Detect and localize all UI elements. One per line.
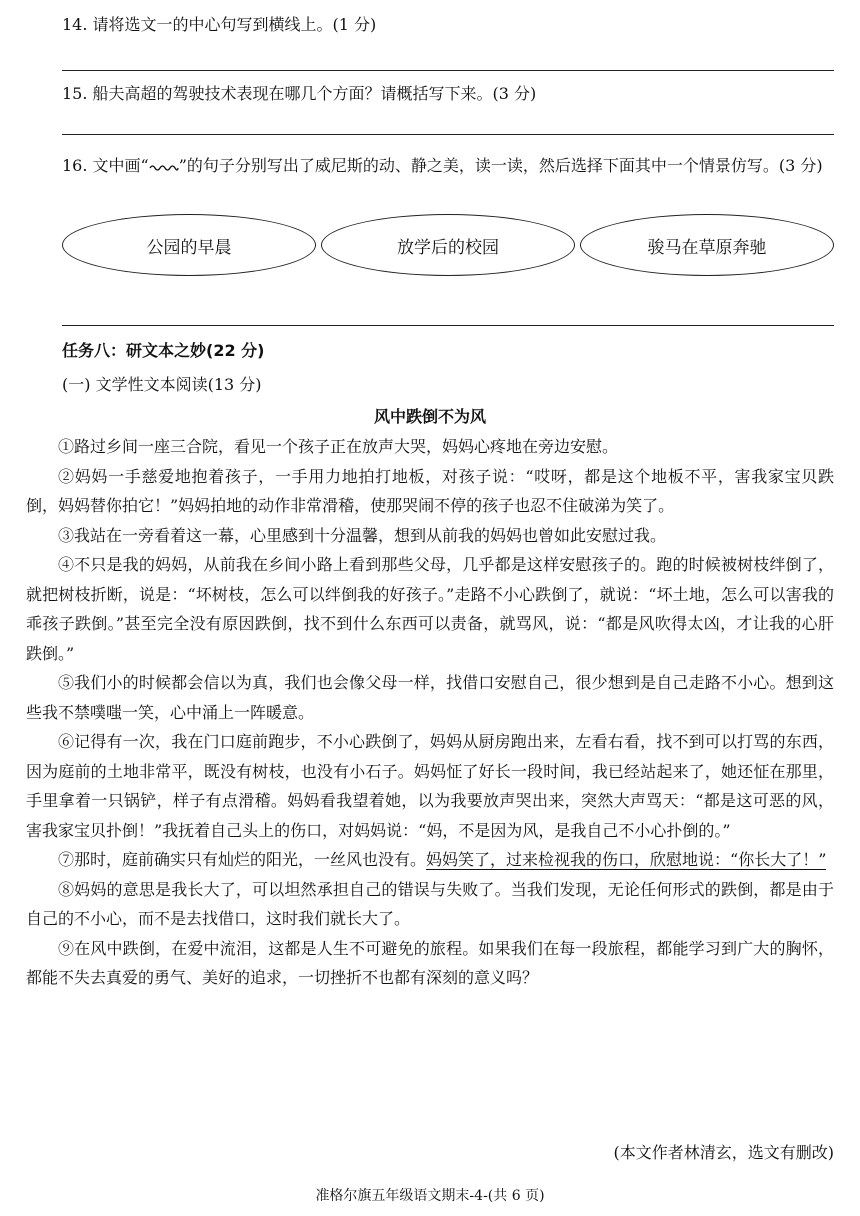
article-paragraph-5: ⑤我们小的时候都会信以为真，我们也会像父母一样，找借口安慰自己，很少想到是自己走路不小心。想到这些我不禁噗嗤一笑，心中涌上一阵暖意。 [26,673,834,722]
answer-line-15[interactable] [62,134,834,135]
article-paragraph-9: ⑨在风中跌倒，在爱中流泪，这都是人生不可避免的旅程。如果我们在每一段旅程，都能学习到广大的胸怀，都能不失去真爱的勇气、美好的追求，一切挫折不也都有深刻的意义吗？ [26,938,834,987]
answer-line-16[interactable] [62,325,834,326]
article-paragraph-1: ①路过乡间一座三合院，看见一个孩子正在放声大哭，妈妈心疼地在旁边安慰。 [58,437,619,456]
article-paragraph-8: ⑧妈妈的意思是我长大了，可以坦然承担自己的错误与失败了。当我们发现，无论任何形式的跌倒，都是由于自己的不小心，而不是去找借口，这时我们就长大了。 [26,879,834,928]
article-paragraph-7 [26,845,834,875]
question-16 [26,150,834,181]
article-paragraph-6: ⑥记得有一次，我在门口庭前跑步，不小心跌倒了，妈妈从厨房跑出来，左看右看，找不到可以打骂的东西，因为庭前的土地非常平，既没有树枝，也没有小石子。妈妈怔了好长一段时间，我已经站起来了，她还怔在那里，手里拿着一只锅铲，样子有点滑稽。妈妈看我望着她，以为我要放声哭出来，突然大声骂天：“都是这可恶的风，害我家宝贝扑倒！”我抚着自己头上的伤口，对妈妈说：“妈，不是因为风，是我自己不小心扑倒的。” [26,732,834,840]
underlined-sentence: 妈妈笑了，过来检视我的伤口，欣慰地说：“你长大了！” [426,850,827,869]
wavy-underline-icon [149,162,179,172]
article-body [26,432,834,993]
question-14: 14. 请将选文一的中心句写到横线上。(1 分) [62,15,377,34]
paragraph-7-plain: ⑦那时，庭前确实只有灿烂的阳光，一丝风也没有。 [58,850,427,869]
section-title: (一) 文学性文本阅读(13 分) [62,375,262,394]
article-title: 风中跌倒不为风 [373,407,486,426]
answer-line-14[interactable] [62,70,834,71]
option-morning-park[interactable]: 公园的早晨 [62,214,316,276]
question-15: 15. 船夫高超的驾驶技术表现在哪几个方面？请概括写下来。(3 分) [62,84,537,103]
option-school-after-class[interactable]: 放学后的校园 [321,214,575,276]
question-16-start: 16. 文中画“ [62,156,149,175]
task-title: 任务八：研文本之妙(22 分) [62,341,265,360]
article-paragraph-2: ②妈妈一手慈爱地抱着孩子，一手用力地拍打地板，对孩子说：“哎呀，都是这个地板不平，害我家宝贝跌倒，妈妈替你拍它！”妈妈拍地的动作非常滑稽，使那哭闹不停的孩子也忍不住破涕为笑了。 [26,466,834,515]
option-ovals [62,214,834,284]
page-footer: 准格尔旗五年级语文期末-4-(共 6 页) [315,1188,545,1204]
question-16-end: ”的句子分别写出了威尼斯的动、静之美，读一读，然后选择下面其中一个情景仿写。(3 分) [178,156,823,175]
option-horse-on-grassland[interactable]: 骏马在草原奔驰 [580,214,834,276]
article-source: (本文作者林清玄，选文有删改) [613,1143,834,1162]
article-paragraph-3: ③我站在一旁看着这一幕，心里感到十分温馨，想到从前我的妈妈也曾如此安慰过我。 [58,525,667,545]
article-paragraph-4: ④不只是我的妈妈，从前我在乡间小路上看到那些父母，几乎都是这样安慰孩子的。跑的时候被树枝绊倒了，就把树枝折断，说是：“坏树枝，怎么可以绊倒我的好孩子。”走路不小心跌倒了，就说：“坏土地，怎么可以害我的乖孩子跌倒。”甚至完全没有原因跌倒，找不到什么东西可以责备，就骂风，说：“都是风吹得太凶，才让我的心肝跌倒。” [26,555,834,663]
